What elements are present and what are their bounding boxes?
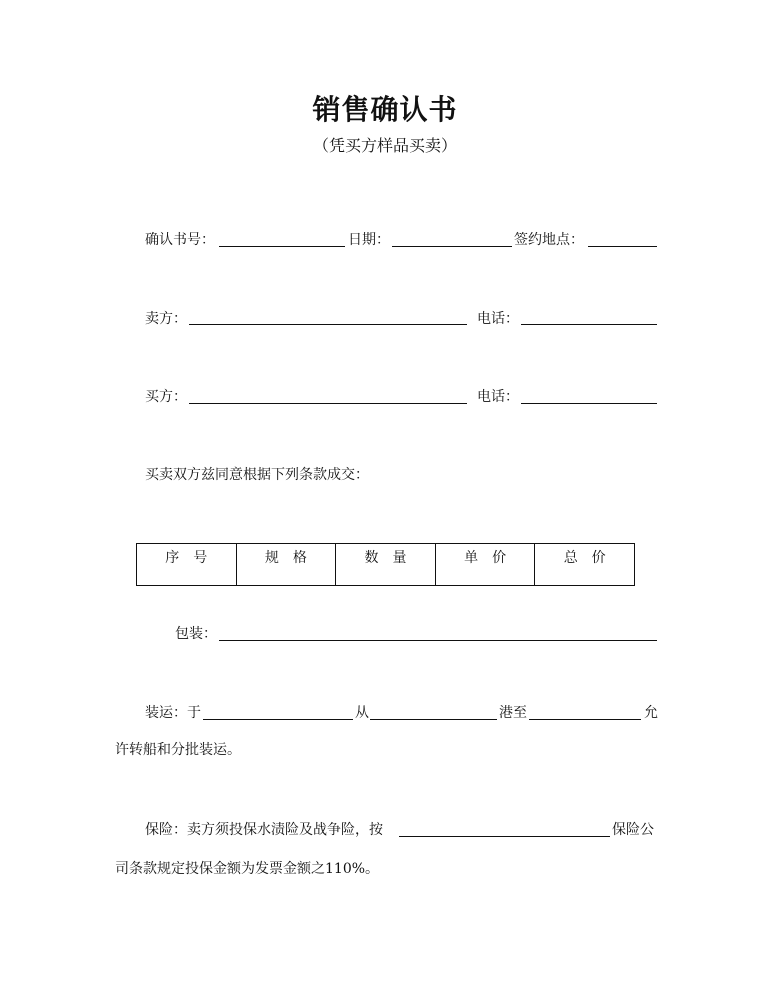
shipment-line1-end: 允 xyxy=(644,705,658,721)
seller-phone-label: 电话： xyxy=(477,311,519,327)
insurance-company-blank[interactable] xyxy=(399,836,610,837)
signing-place-label: 签约地点： xyxy=(514,232,584,248)
document-subtitle: （凭买方样品买卖） xyxy=(312,136,457,155)
agreement-text: 买卖双方兹同意根据下列条款成交： xyxy=(145,467,369,483)
seller-label: 卖方： xyxy=(145,311,187,327)
goods-table xyxy=(136,543,635,586)
shipment-to-word: 港至 xyxy=(499,705,527,721)
goods-table-header-row xyxy=(137,544,635,586)
seller-blank[interactable] xyxy=(189,324,467,325)
insurance-text: 保险：卖方须投保水渍险及战争险，按 xyxy=(145,822,383,838)
insurance-text-after: 保险公 xyxy=(612,822,654,838)
column-header-unit-price: 单 价 xyxy=(435,544,535,586)
confirmation-number-label: 确认书号： xyxy=(145,232,215,248)
buyer-label: 买方： xyxy=(145,389,187,405)
packing-blank[interactable] xyxy=(219,640,657,641)
buyer-blank[interactable] xyxy=(189,403,467,404)
document-title: 销售确认书 xyxy=(312,93,458,126)
column-header-spec: 规 格 xyxy=(236,544,336,586)
buyer-phone-label: 电话： xyxy=(477,389,519,405)
shipment-port-to-blank[interactable] xyxy=(529,719,641,720)
column-header-serial: 序 号 xyxy=(137,544,237,586)
column-header-quantity: 数 量 xyxy=(336,544,436,586)
packing-label: 包装： xyxy=(175,626,217,642)
seller-phone-blank[interactable] xyxy=(521,324,657,325)
shipment-line2: 许转船和分批装运。 xyxy=(115,742,241,758)
confirmation-number-blank[interactable] xyxy=(219,246,345,247)
buyer-phone-blank[interactable] xyxy=(521,403,657,404)
date-label: 日期： xyxy=(348,232,390,248)
shipment-port-from-blank[interactable] xyxy=(370,719,497,720)
shipment-time-blank[interactable] xyxy=(203,719,353,720)
signing-place-blank[interactable] xyxy=(588,246,657,247)
shipment-from-word: 从 xyxy=(355,705,369,721)
insurance-line2: 司条款规定投保金额为发票金额之110%。 xyxy=(115,861,380,877)
date-blank[interactable] xyxy=(392,246,512,247)
column-header-total-price: 总 价 xyxy=(535,544,635,586)
shipment-label: 装运：于 xyxy=(145,705,201,721)
